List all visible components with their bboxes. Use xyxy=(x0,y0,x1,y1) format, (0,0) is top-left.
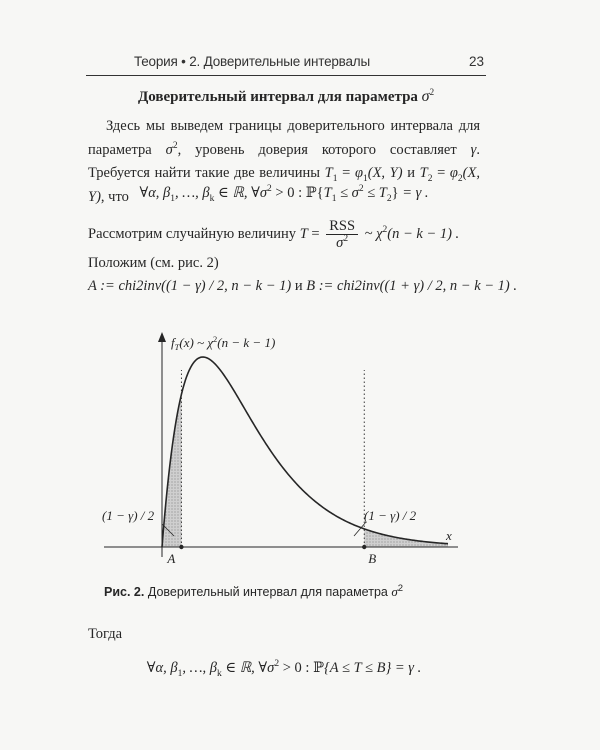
f2-fraction xyxy=(326,218,358,251)
left-tail-area xyxy=(162,394,181,547)
f2-den-sigma: σ xyxy=(336,235,344,251)
f2-tilde-chi: ~ χ xyxy=(361,225,383,242)
f2-t: T xyxy=(299,225,308,242)
point-a-dot xyxy=(179,545,183,549)
f1-prob-symbol: ℙ xyxy=(305,185,317,201)
f1-dots: , …, β xyxy=(175,185,210,201)
t1-subscript: 1 xyxy=(332,173,338,184)
y-axis-label-sup: 2 xyxy=(213,334,218,344)
phi1-symbol: φ xyxy=(354,165,363,181)
f1-rhs: = γ . xyxy=(398,185,429,201)
f4-a-definition: A := chi2inv((1 − γ) / 2, n − k − 1) xyxy=(88,278,292,294)
f5-event: {A ≤ T ≤ B} xyxy=(323,660,392,676)
f1-le-sigma: ≤ σ xyxy=(336,185,359,201)
section-heading-symbol: σ xyxy=(421,88,430,105)
f5-beta-sub1: 1 xyxy=(177,668,183,679)
t2-symbol: T xyxy=(419,165,428,181)
y-axis-label xyxy=(171,334,275,352)
f5-gt-zero: > 0 : xyxy=(279,660,314,676)
f2-lead-text: Рассмотрим случайную величину xyxy=(88,225,300,242)
f5-sigma-sup: 2 xyxy=(274,659,280,670)
equals-2: = xyxy=(432,165,450,181)
y-axis-label-args: (n − k − 1) xyxy=(217,335,276,350)
caption-label: Рис. 2. xyxy=(104,585,145,599)
caption-symbol: σ xyxy=(391,584,398,599)
f1-t1: T xyxy=(323,185,332,201)
f2-chi-sup: 2 xyxy=(382,225,388,235)
f2-den-sup: 2 xyxy=(343,234,349,245)
right-tail-label: (1 − γ) / 2 xyxy=(364,508,417,523)
sigma-symbol: σ xyxy=(165,141,173,158)
point-b-dot xyxy=(362,545,366,549)
caption-sup: 2 xyxy=(397,582,404,594)
intro-text-1: Здесь мы выведем границы доверительного интервала для параметра xyxy=(88,118,480,158)
section-heading-text: Доверительный интервал для параметра xyxy=(137,89,418,105)
running-head-title: Теория • 2. Доверительные интервалы xyxy=(133,54,370,69)
and-word: и xyxy=(402,165,420,181)
point-b-label: B xyxy=(368,551,377,566)
chi-square-figure xyxy=(96,322,496,567)
f1-brace-close: } xyxy=(391,185,399,201)
formula-final xyxy=(88,660,480,677)
intro-text-2: , уровень доверия которого составляет xyxy=(177,141,471,158)
f2-equals: = xyxy=(307,225,324,242)
formula-probability-bounds xyxy=(88,185,480,202)
gamma-symbol: γ xyxy=(470,141,477,158)
running-head xyxy=(86,50,486,76)
phi2-symbol: φ xyxy=(449,165,458,181)
phi2-subscript: 2 xyxy=(457,173,463,184)
figure-caption xyxy=(104,584,484,600)
f1-brace-open: { xyxy=(316,185,324,201)
f1-sigma-sup-2: 2 xyxy=(358,184,364,195)
point-a-label: A xyxy=(167,551,176,566)
formula-statistic xyxy=(88,218,480,251)
f2-args: (n − k − 1) . xyxy=(387,225,460,242)
y-axis-label-sub: T xyxy=(174,342,180,352)
right-tail-area xyxy=(364,529,448,547)
f1-t1-sub: 1 xyxy=(331,193,337,204)
y-axis-label-rest: (x) ~ χ xyxy=(179,335,214,350)
f5-in-r: ∈ ℝ, ∀σ xyxy=(221,660,275,676)
intro-text-3: . Требуется найти такие две величины xyxy=(88,141,480,181)
phi1-subscript: 1 xyxy=(362,173,368,184)
f5-dots: , …, β xyxy=(182,660,217,676)
header-rule xyxy=(86,75,486,76)
f5-rhs: = γ . xyxy=(391,660,422,676)
f4-b-definition: B := chi2inv((1 + γ) / 2, n − k − 1) . xyxy=(306,278,517,294)
x-axis-label: x xyxy=(446,528,452,543)
f2-denominator xyxy=(326,235,358,251)
y-axis-label-f: f xyxy=(171,335,175,350)
f1-t2-sub: 2 xyxy=(386,193,392,204)
f5-quantifier: ∀α, β xyxy=(146,660,178,676)
f1-le-t2: ≤ T xyxy=(363,185,387,201)
f5-prob-symbol: ℙ xyxy=(313,660,324,676)
f1-in-r: ∈ ℝ, ∀σ xyxy=(214,185,268,201)
f4-and: и xyxy=(291,278,307,294)
f5-beta-subk: k xyxy=(216,668,222,679)
left-tail-label: (1 − γ) / 2 xyxy=(102,508,155,523)
t2-subscript: 2 xyxy=(427,173,433,184)
intro-text-4: , что xyxy=(100,188,129,205)
f2-numerator: RSS xyxy=(326,218,358,235)
sigma-exponent: 2 xyxy=(172,140,178,151)
y-axis-arrow-icon xyxy=(158,332,166,342)
phi2-args: (X, Y) xyxy=(88,165,480,205)
let-line: Положим (см. рис. 2) xyxy=(88,255,219,271)
section-heading-exponent: 2 xyxy=(429,87,435,97)
f1-gt-zero: > 0 : xyxy=(271,185,306,201)
f1-sigma-sup: 2 xyxy=(267,184,272,195)
f1-beta-sub1: 1 xyxy=(170,193,176,204)
section-heading xyxy=(96,88,476,106)
equals-1: = xyxy=(337,165,355,181)
f1-quantifier: ∀α, β xyxy=(139,185,171,201)
then-word: Тогда xyxy=(88,626,123,642)
f1-beta-subk: k xyxy=(209,193,215,204)
t1-symbol: T xyxy=(324,165,333,181)
phi1-args: (X, Y) xyxy=(367,165,403,181)
page-number: 23 xyxy=(468,54,484,69)
formula-quantiles xyxy=(88,278,517,295)
caption-text: Доверительный интервал для параметра xyxy=(144,585,392,599)
